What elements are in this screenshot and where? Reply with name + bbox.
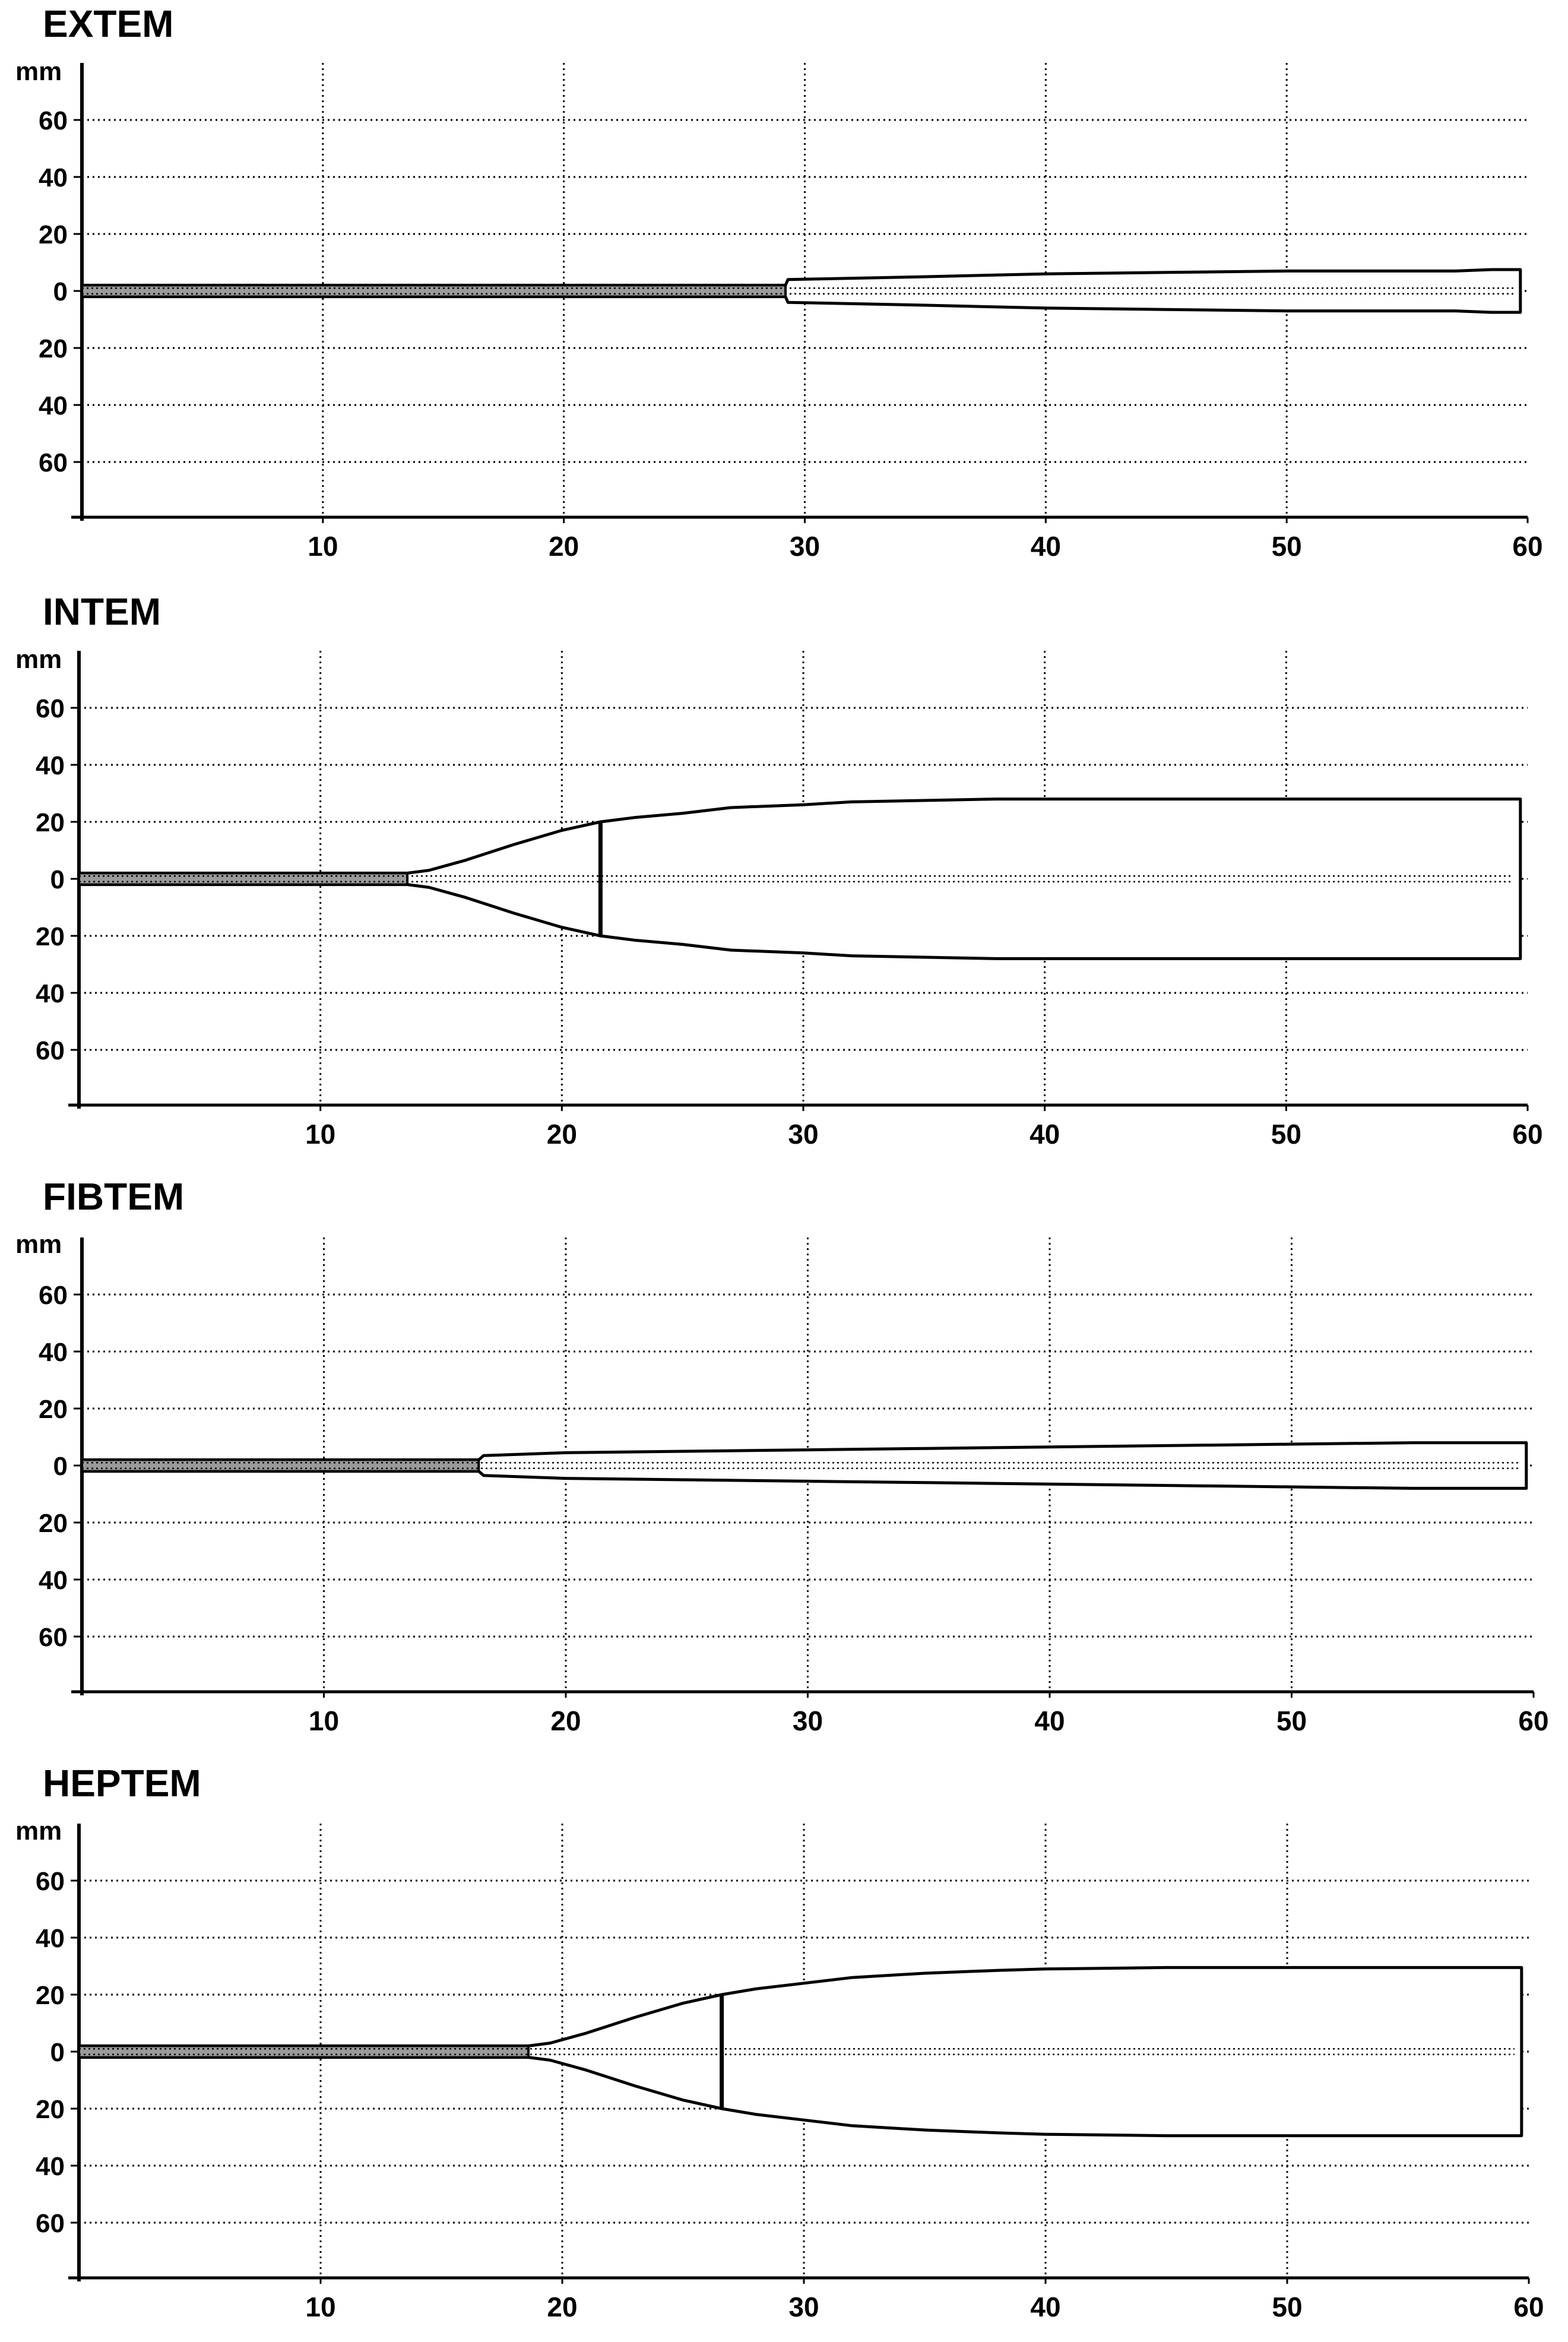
- x-tick-label: 10: [305, 2292, 336, 2322]
- y-tick-label: 60: [36, 1867, 65, 1896]
- x-tick-label: 40: [1034, 1705, 1065, 1736]
- y-tick-label: 60: [39, 1281, 68, 1310]
- x-tick-label: 50: [1271, 1119, 1301, 1150]
- x-tick-label: 40: [1030, 1119, 1060, 1150]
- x-tick-label: 60: [1518, 1705, 1549, 1736]
- x-tick-label: 30: [792, 1705, 823, 1736]
- panel-title: FIBTEM: [43, 1175, 185, 1218]
- chart-panel-intem: [15, 590, 1543, 1150]
- chart-panel-heptem: [15, 1762, 1544, 2322]
- clotting-time-band: [82, 1460, 479, 1471]
- x-tick-label: 10: [305, 1119, 336, 1150]
- y-tick-label: 60: [36, 2209, 65, 2238]
- y-tick-label: 20: [39, 1509, 68, 1538]
- x-tick-label: 20: [550, 1705, 581, 1736]
- x-tick-label: 20: [546, 1119, 577, 1150]
- y-tick-label: 40: [39, 391, 68, 420]
- x-tick-label: 60: [1513, 2292, 1544, 2322]
- y-tick-label: 0: [53, 1452, 68, 1481]
- y-tick-label: 40: [36, 751, 65, 780]
- y-tick-label: 40: [36, 979, 65, 1008]
- y-tick-label: 40: [39, 1566, 68, 1595]
- y-tick-label: 20: [39, 1395, 68, 1424]
- chart-panel-fibtem: [15, 1175, 1549, 1736]
- y-tick-label: 60: [39, 1623, 68, 1652]
- x-tick-label: 40: [1030, 2292, 1061, 2322]
- x-tick-label: 10: [308, 1705, 340, 1736]
- x-tick-label: 60: [1512, 531, 1543, 562]
- y-tick-label: 20: [36, 922, 65, 951]
- clotting-time-band: [79, 873, 407, 884]
- x-tick-label: 50: [1276, 1705, 1307, 1736]
- x-tick-label: 40: [1030, 531, 1061, 562]
- x-tick-label: 30: [788, 1119, 819, 1150]
- panel-title: EXTEM: [43, 2, 174, 45]
- y-tick-label: 40: [36, 2152, 65, 2181]
- x-tick-label: 30: [788, 2292, 819, 2322]
- clotting-time-band: [79, 2046, 528, 2057]
- y-tick-label: 40: [39, 1338, 68, 1367]
- clotting-time-band: [82, 285, 785, 296]
- panel-title: INTEM: [43, 590, 161, 633]
- x-tick-label: 50: [1272, 2292, 1303, 2322]
- panel-title: HEPTEM: [43, 1762, 201, 1805]
- x-tick-label: 10: [308, 531, 338, 562]
- y-tick-label: 0: [53, 277, 68, 306]
- x-tick-label: 60: [1512, 1119, 1543, 1150]
- chart-panel-extem: [15, 2, 1543, 562]
- y-tick-label: 20: [39, 220, 68, 249]
- x-tick-label: 20: [549, 531, 579, 562]
- y-tick-label: 0: [50, 2038, 65, 2067]
- y-axis-unit-label: mm: [15, 1816, 62, 1846]
- y-tick-label: 60: [39, 448, 68, 477]
- y-axis-unit-label: mm: [15, 57, 62, 86]
- y-tick-label: 40: [39, 163, 68, 192]
- y-tick-label: 20: [39, 334, 68, 363]
- y-tick-label: 20: [36, 808, 65, 837]
- y-axis-unit-label: mm: [15, 1230, 62, 1259]
- y-tick-label: 60: [36, 1036, 65, 1065]
- x-tick-label: 20: [547, 2292, 578, 2322]
- y-tick-label: 40: [36, 1924, 65, 1953]
- y-tick-label: 0: [50, 865, 65, 894]
- y-axis-unit-label: mm: [15, 645, 62, 674]
- y-tick-label: 20: [36, 2095, 65, 2124]
- x-tick-label: 50: [1271, 531, 1302, 562]
- y-tick-label: 60: [36, 694, 65, 723]
- x-tick-label: 30: [789, 531, 821, 562]
- y-tick-label: 60: [39, 106, 68, 135]
- y-tick-label: 20: [36, 1981, 65, 2010]
